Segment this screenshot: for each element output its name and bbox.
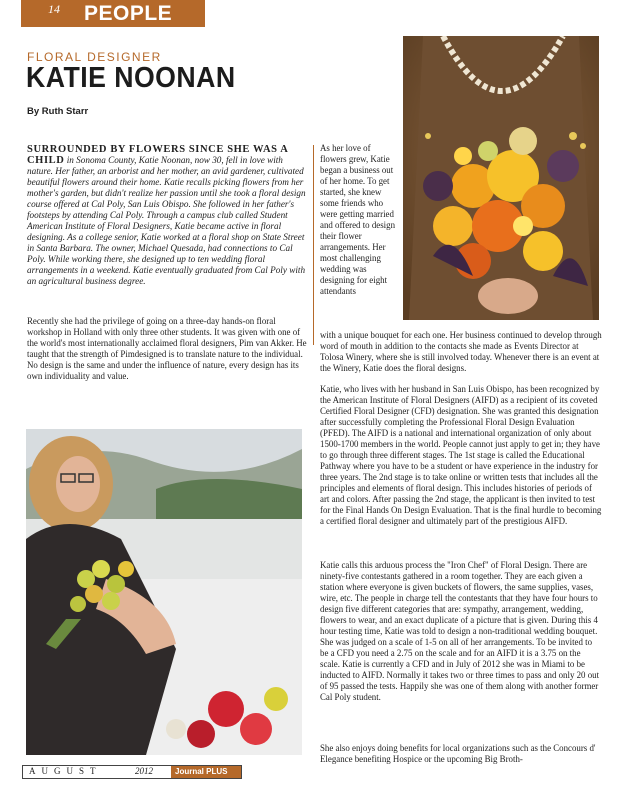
section-title: PEOPLE xyxy=(84,2,173,25)
body-paragraph-benefits: She also enjoys doing benefits for local organizations such as the Concours d' Elegance benefiting Hospice or the upcoming Big Broth- xyxy=(320,743,596,764)
footer-year: 2012 xyxy=(135,766,153,776)
lead-paragraph xyxy=(27,144,307,287)
lead-text: in Sonoma County, Katie Noonan, now 30, fell in love with nature. Her father, an arborist and her mother, an avid gardener, cultivated beautiful flowers around their home. Katie recalls picking flowers from her mother's garden, but didn't realize her passion until she took a floral design course offered at Cal Poly, San Luis Obispo. She followed in her father's footsteps by attending Cal Poly. Through a campus club called Student American Institute of Floral Designers, Katie became active in floral designing. As a college senior, Katie worked at a floral shop on State Street in Santa Barbara. The owner, Michael Quesada, had connections to Cal Poly. While working there, she designed up to ten wedding floral arrangements in a weekend. Katie eventually graduated from Cal Poly with an agricultural business degree. xyxy=(27,155,306,286)
katie-portrait-photo xyxy=(26,429,302,755)
body-paragraph-aifd: Katie, who lives with her husband in San Luis Obispo, has been recognized by the American Institute of Floral Designers (AIFD) as a recipient of its coveted Certified Floral Designer (CFD) designation. She was granted this designation after successfully completing the Professional Floral Design Evaluation (PFED). The AIFD is a national and international organization of only about 1500-1700 members in the world. People cannot just apply to get in; they have to go through three different stages. The 1st stage is called the Educational Pathway where you have to be a student or have experience in the industry for three years. The 2nd stage is to take online or written tests that includes all the principles and elements of floral design. This includes histories of periods of art and colors. After passing the 2nd stage, the applicant is then invited to test for the Final Hands On Design Evaluation. That is the final hurdle to becoming a certified floral designer and ultimately part of the prestigious AIFD. xyxy=(320,384,602,526)
section-header-bar xyxy=(21,0,205,27)
body-paragraph-right-narrow: As her love of flowers grew, Katie began a business out of her home. To get started, she knew some friends who were getting married and offered to design their flower arrangements. Her most challenging wedding was designing for eight attendants xyxy=(320,143,396,296)
body-paragraph-right-continued: with a unique bouquet for each one. Her business continued to develop through word of mouth in addition to the contacts she made as Events Director at Tolosa Winery, where she is still involved today. Whenever there is an event at the Winery, Katie does the floral designs. xyxy=(320,330,602,373)
column-divider xyxy=(313,145,314,345)
body-paragraph-iron-chef: Katie calls this arduous process the "Iron Chef" of Floral Design. There are ninety-five contestants gathered in a room together. They are each given a station where everyone is given buckets of flowers, the same supplies, vases, wire, etc. The people in charge tell the contestants that they have four hours to design five different categories that are: sympathy, arrangement, wedding, flowers to wear, and an exact duplicate of a picture that is given. During this 4 hour testing time, Katie was told to design a non-traditional wedding bouquet. She was judged on a scale of 1-5 on all of her arrangements. To be invited to be a CFD you need a 2.75 on the scale and for an AIFD it is a 3.75 on the scale. Katie is currently a CFD and in July of 2012 she was in Miami to be inducted to AIFD. Normally it takes two or three times to pass and only 20 out of 95 passed the tests. Happily she was one of them along with another former Cal Poly student. xyxy=(320,560,600,702)
byline: By Ruth Starr xyxy=(27,106,89,117)
footer-month: AUGUST xyxy=(29,766,102,776)
bouquet-photo xyxy=(403,36,599,320)
page-number: 14 xyxy=(48,2,60,16)
page-footer xyxy=(22,765,242,779)
article-kicker: FLORAL DESIGNER xyxy=(27,50,162,64)
lead-dropcaps: SURROUNDED BY FLOWERS SINCE SHE WAS A CHILD xyxy=(27,144,288,166)
article-title: KATIE NOONAN xyxy=(26,62,236,94)
body-paragraph-left: Recently she had the privilege of going on a three-day hands-on floral workshop in Holland with only three other students. It was given with one of the world's most internationally acclaimed floral designers, Pim van Akker. He taught that the strength of Pimdesigned is to translate nature to the individual. No design is the same and under the influence of nature, every design has its own individuality and value. xyxy=(27,316,307,381)
footer-brand: Journal PLUS xyxy=(171,766,241,778)
